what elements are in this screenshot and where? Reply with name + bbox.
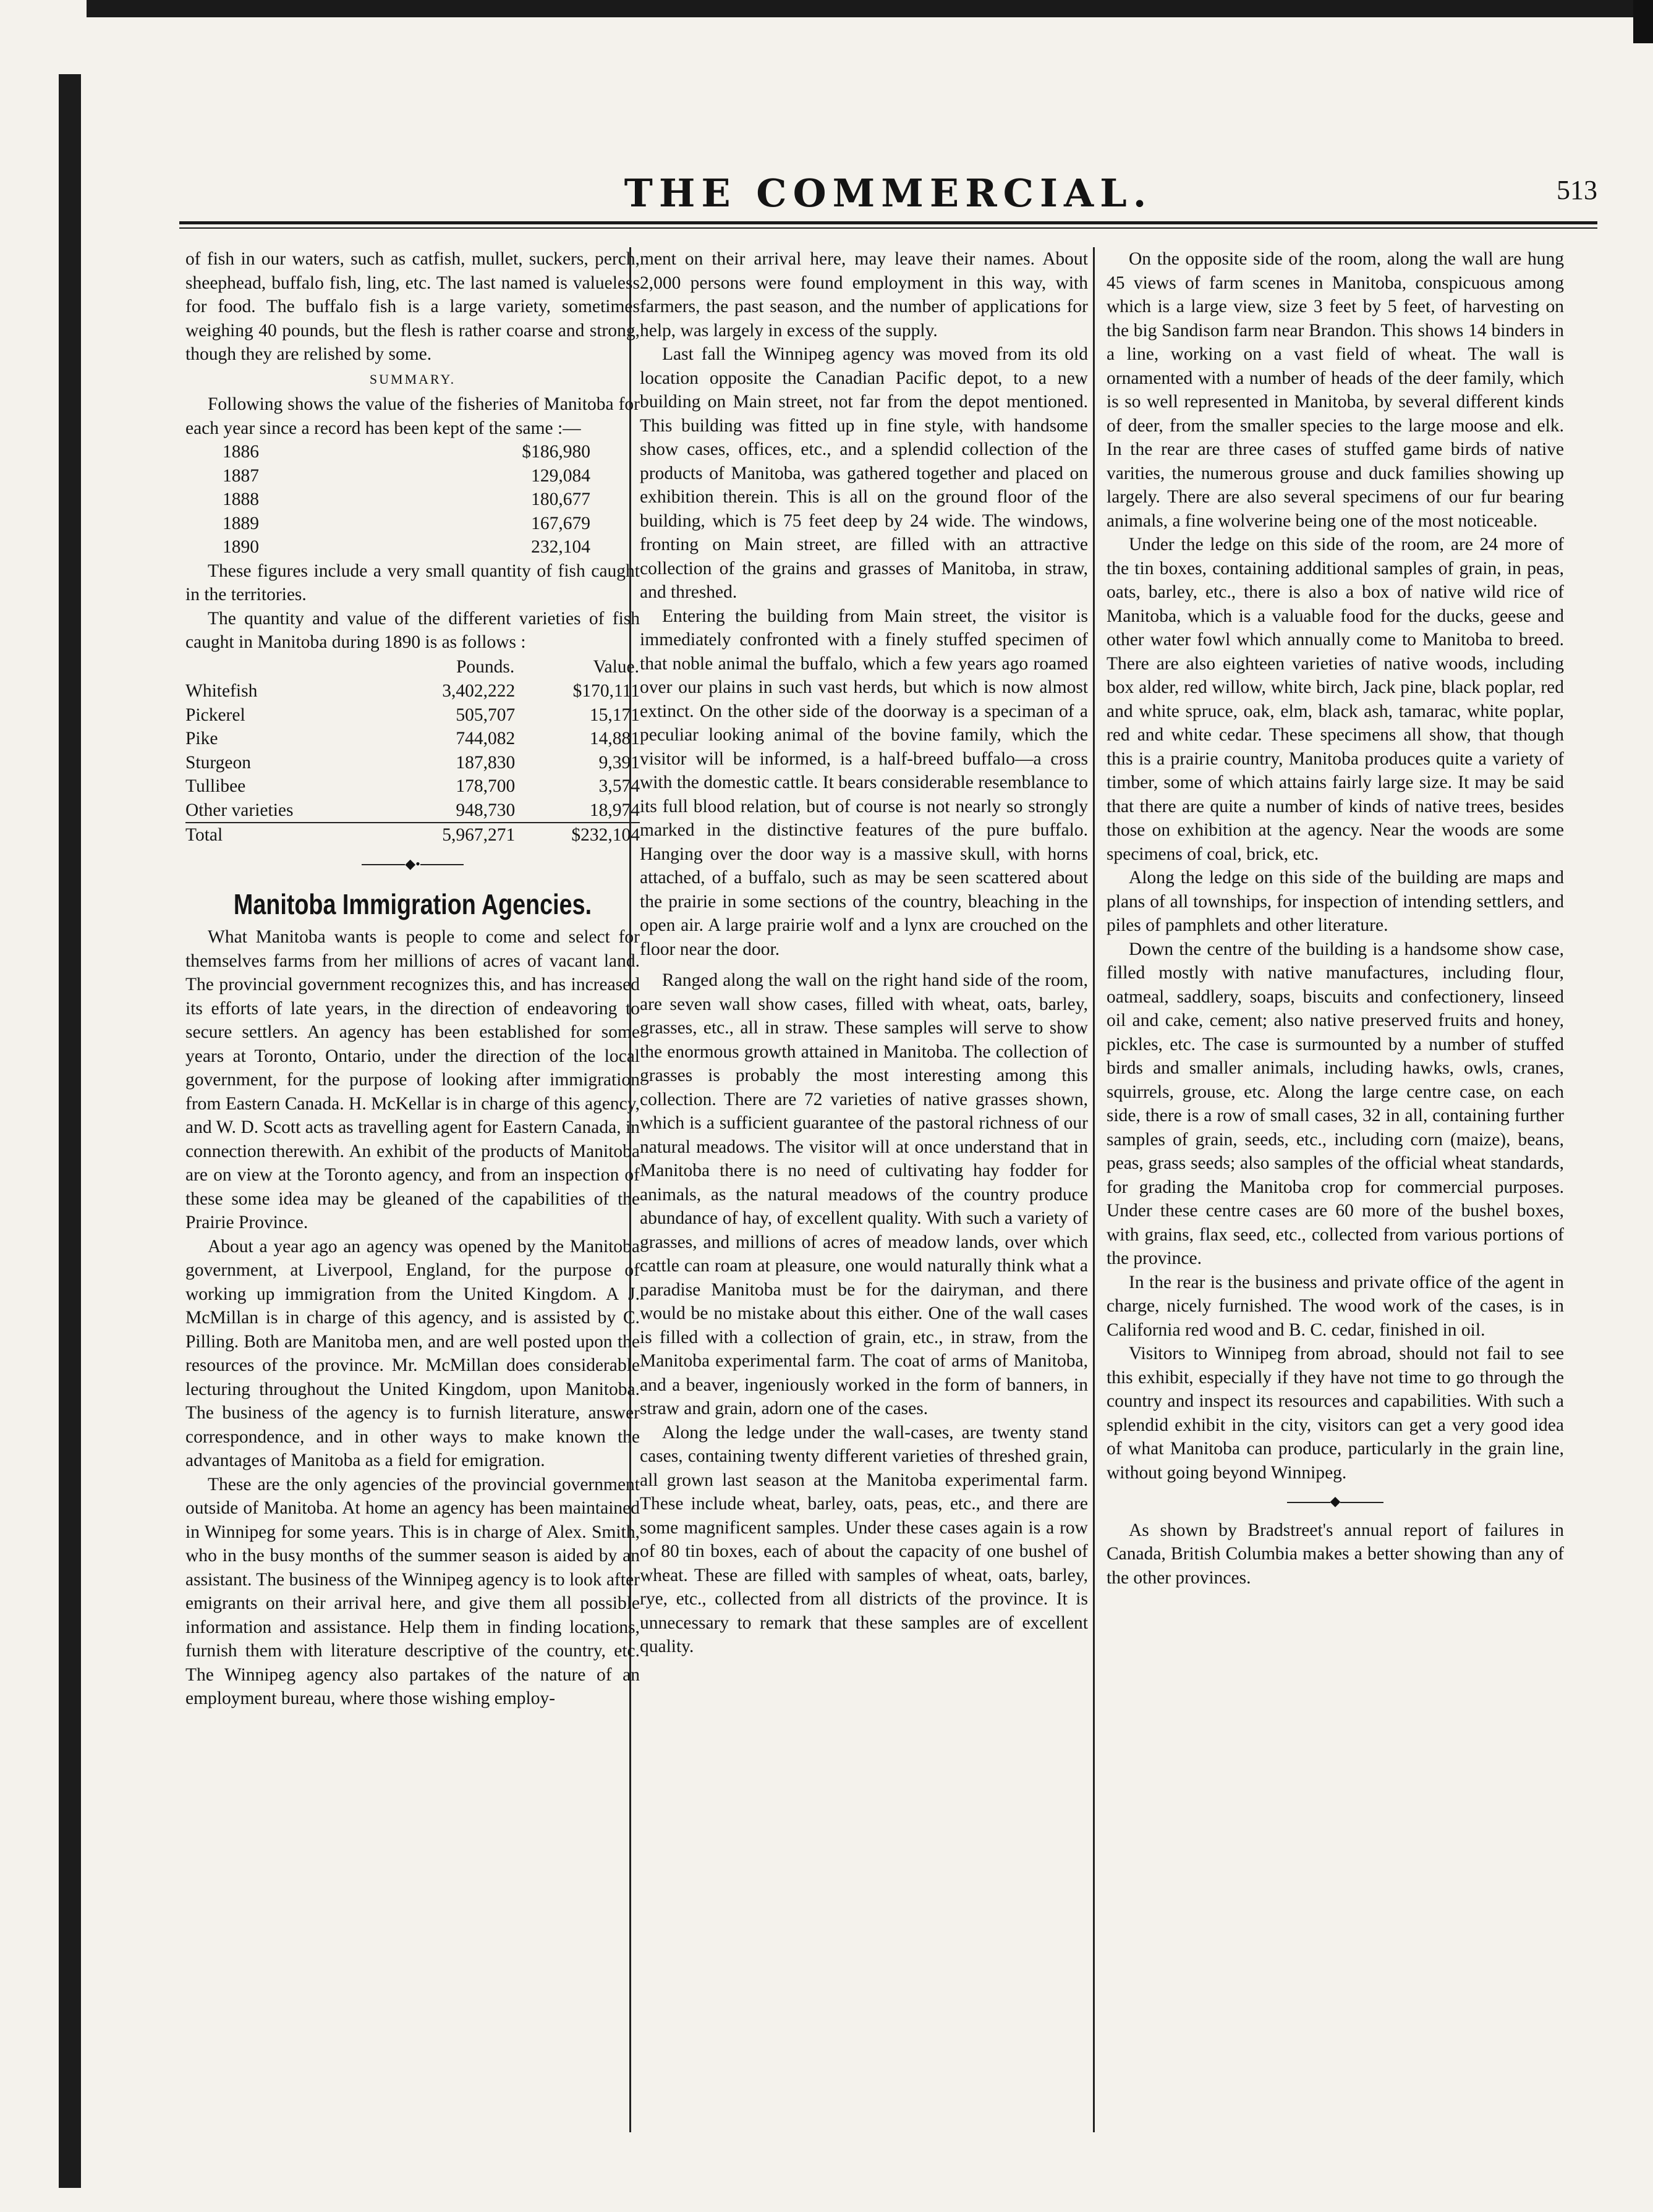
table-header-row xyxy=(185,655,640,680)
variety-cell: Pickerel xyxy=(185,705,245,725)
column-divider xyxy=(1093,247,1095,2132)
scan-border-corner xyxy=(1633,0,1653,43)
paragraph: These figures include a very small quantity of fish caught in the territories. xyxy=(185,561,640,604)
table-row xyxy=(185,703,640,727)
value-cell: 14,881 xyxy=(589,729,640,748)
total-value: $232,104 xyxy=(515,823,640,847)
paragraph: ment on their arrival here, may leave their names. About 2,000 persons were found employment in this way, with farmers, the past season, and the number of applications for help, was largely in excess of the supply. xyxy=(640,249,1088,341)
paragraph: These are the only agencies of the provincial government outside of Manitoba. At home an agency has been maintained in Winnipeg for some years. This is in charge of Alex. Smith, who in the busy months of the summer season is aided by an assistant. The business of the Winnipeg agency is to look after emigrants on their arrival here, and give them all possible information and assistance. Help them in finding locations, furnish them with literature descriptive of the country, etc. The Winnipeg agency also partakes of the nature of an employment bureau, where those wishing employ- xyxy=(185,1474,640,1708)
paragraph: The quantity and value of the different varieties of fish caught in Manitoba during 1890 is as follows : xyxy=(185,608,640,652)
pounds-cell: 948,730 xyxy=(456,800,516,820)
section-ornament: ◆ xyxy=(1107,1489,1564,1514)
total-pounds: 5,967,271 xyxy=(382,823,515,847)
value-cell: 9,391 xyxy=(598,752,640,773)
paragraph: Entering the building from Main street, the visitor is immediately confronted with a finely stuffed specimen of that noble animal the buffalo, which a few years ago roamed over our plains in such vast herds, but which is now almost extinct. On the other side of the doorway is a speciman of a peculiar looking animal of the bovine family, which the visitor will be informed, is a half-breed buffalo—a cross with the domestic cattle. It bears considerable resemblance to its full blood relation, but of course is not nearly so strongly marked in the distinctive features of the pure buffalo. Hanging over the door way is a massive skull, with horns attached, of a buffalo, such as may be seen scattered about the prairie in some sections of the country, bleaching in the open air. A large prairie wolf and a lynx are crouched on the floor near the door. xyxy=(640,606,1088,959)
value-cell: 18,974 xyxy=(589,800,640,820)
column-3 xyxy=(1107,247,1564,2182)
article-heading: Manitoba Immigration Agencies. xyxy=(233,888,592,920)
pounds-cell: 744,082 xyxy=(456,729,516,748)
variety-cell: Sturgeon xyxy=(185,752,251,773)
column-2 xyxy=(640,247,1088,2182)
header-pounds: Pounds. xyxy=(456,656,515,677)
value-cell: 129,084 xyxy=(531,465,590,486)
paragraph: Following shows the value of the fisheries of Manitoba for each year since a record has been kept of the same :— xyxy=(185,394,640,438)
table-row xyxy=(185,751,640,775)
value-cell: 180,677 xyxy=(531,489,590,509)
year-cell: 1887 xyxy=(223,465,259,486)
value-cell: $186,980 xyxy=(522,442,590,462)
paragraph: Visitors to Winnipeg from abroad, should not fail to see this exhibit, especially if they have not time to go through the country and inspect its resources and capabilities. With such a splendid exhibit in the city, visitors can get a very good idea of what Manitoba can produce, particularly in the grain line, without going beyond Winnipeg. xyxy=(1107,1344,1564,1483)
value-cell: 3,574 xyxy=(598,776,640,796)
column-1 xyxy=(185,247,640,2182)
subheading-summary: SUMMARY. xyxy=(369,371,456,387)
table-row xyxy=(185,464,640,488)
table-row xyxy=(185,679,640,703)
pounds-cell: 187,830 xyxy=(456,752,516,773)
year-cell: 1888 xyxy=(223,489,259,509)
masthead-title: THE COMMERCIAL. xyxy=(624,171,1153,216)
paragraph: As shown by Bradstreet's annual report of failures in Canada, British Columbia makes a better showing than any of the other provinces. xyxy=(1107,1520,1564,1588)
paragraph: What Manitoba wants is people to come and select for themselves farms from her millions of acres of vacant land. The provincial government recognizes this, and has increased its efforts of late years, in the direction of endeavoring to secure settlers. An agency has been established for some years at Toronto, Ontario, under the direction of the local government, for the purpose of looking after immigration from Eastern Canada. H. McKellar is in charge of this agency, and W. D. Scott acts as travelling agent for Eastern Canada, in connection therewith. An exhibit of the products of Manitoba are on view at the Toronto agency, and from an inspection of these some idea may be gleaned of the capabilities of the Prairie Province. xyxy=(185,927,640,1232)
pounds-cell: 178,700 xyxy=(456,776,516,796)
table-row xyxy=(185,512,640,536)
section-ornament: ◆• xyxy=(185,852,640,876)
paragraph: Last fall the Winnipeg agency was moved from its old location opposite the Canadian Pacific depot, to a new building on Main street, not far from the depot mentioned. This building was fitted up in fine style, with handsome show cases, offices, etc., and a splendid collection of the products of Manitoba, was gathered together and placed on exhibition therein. This is all on the ground floor of the building, which is 75 feet deep by 24 wide. The windows, fronting on Main street, are filled with an attractive collection of the grains and grasses of Manitoba, in straw, and threshed. xyxy=(640,344,1088,602)
paragraph: About a year ago an agency was opened by the Manitoba government, at Liverpool, England, for the purpose of working up immigration from the United Kingdom. A J. McMillan is in charge of this agency, and is assisted by C. Pilling. Both are Manitoba men, and are well posted upon the resources of the province. Mr. McMillan does considerable lecturing throughout the United Kingdom, upon Manitoba. The business of the agency is to furnish literature, answer correspondence, and in other ways to make known the advantages of Manitoba as a field for emigration. xyxy=(185,1236,640,1470)
paragraph: of fish in our waters, such as catfish, mullet, suckers, perch, sheephead, buffalo fish, ling, etc. The last named is valueless for food. The buffalo fish is a large variety, sometimes weighing 40 pounds, but the flesh is rather coarse and strong, though they are relished by some. xyxy=(185,249,640,364)
value-cell: 15,171 xyxy=(589,705,640,725)
total-row xyxy=(185,823,640,847)
table-row xyxy=(185,488,640,512)
variety-cell: Tullibee xyxy=(185,776,246,796)
total-label: Total xyxy=(185,823,382,847)
paragraph: Ranged along the wall on the right hand side of the room, are seven wall show cases, filled with wheat, oats, barley, grasses, etc., all in straw. These samples will serve to show the enormous growth attained in Manitoba. The collection of grasses is probably the most interesting among this collection. There are 72 varieties of native grasses shown, which is a sufficient guarantee of the pastoral richness of our natural meadows. The visitor will at once understand that in Manitoba there is no need of cultivating hay fodder for animals, as the natural meadows of the country produce abundance of hay, of excellent quality. With such a variety of grasses, and millions of acres of meadow lands, over which cattle can roam at pleasure, one would naturally think what a paradise Manitoba must be for the dairyman, and there would be no mistake about this either. One of the wall cases is filled with a collection of grain, etc., in straw, from the Manitoba experimental farm. The coat of arms of Manitoba, and a beaver, ingeniously worked in the form of banners, in straw and grain, adorn one of the cases. xyxy=(640,970,1088,1418)
year-cell: 1889 xyxy=(223,513,259,533)
year-cell: 1886 xyxy=(223,442,259,462)
value-cell: $170,111 xyxy=(572,681,640,701)
year-cell: 1890 xyxy=(223,537,259,557)
page-number: 513 xyxy=(1557,175,1597,205)
paragraph: Under the ledge on this side of the room, are 24 more of the tin boxes, containing additional samples of grain, in peas, oats, barley, etc., there is also a box of native wild rice of Manitoba, which is a valuable food for the ducks, geese and other water fowl which annually come to Manitoba to breed. There are also eighteen varieties of native woods, including box alder, red willow, white birch, Jack pine, black poplar, red and white spruce, oak, elm, black ash, tamarac, white poplar, red and white cedar. These specimens all show, that though this is a prairie country, Manitoba produces quite a variety of timber, some of which attains fairly large size. It may be said that there are quite a number of kinds of native trees, besides those on exhibition at the agency. Near the woods are some specimens of coal, brick, etc. xyxy=(1107,535,1564,864)
table-row xyxy=(185,799,640,823)
table-row xyxy=(185,535,640,559)
variety-cell: Other varieties xyxy=(185,800,294,820)
masthead-rule xyxy=(179,221,1597,224)
table-row xyxy=(185,774,640,799)
masthead-rule-thin xyxy=(179,227,1597,229)
value-cell: 232,104 xyxy=(531,537,590,557)
masthead xyxy=(179,162,1597,218)
pounds-cell: 505,707 xyxy=(456,705,516,725)
scan-border-left xyxy=(59,74,81,2188)
table-row xyxy=(185,727,640,751)
variety-cell: Pike xyxy=(185,729,218,748)
paragraph: On the opposite side of the room, along the wall are hung 45 views of farm scenes in Manitoba, conspicuous among which is a large view, size 3 feet by 5 feet, of harvesting on the big Sandison farm near Brandon. This shows 14 binders in a line, working on a vast field of wheat. The wall is ornamented with a number of heads of the deer family, which is so well represented in Manitoba, by several different kinds of deer, from the smaller species to the large moose and elk. In the rear are three cases of stuffed game birds of native varities, the numerous grouse and duck families showing up largely. There are also several specimens of our fur bearing animals, a fine wolverine being one of the most noticeable. xyxy=(1107,249,1564,531)
variety-cell: Whitefish xyxy=(185,681,258,701)
scan-border-top xyxy=(87,0,1653,17)
table-row xyxy=(185,440,640,464)
header-value: Value. xyxy=(593,656,639,677)
paragraph: In the rear is the business and private office of the agent in charge, nicely furnished. The wood work of the cases, is in California red wood and B. C. cedar, finished in oil. xyxy=(1107,1272,1564,1340)
paragraph: Down the centre of the building is a handsome show case, filled mostly with native manufactures, including flour, oatmeal, saddlery, soaps, biscuits and confectionery, linseed oil and cake, cement; also native preserved fruits and honey, pickles, etc. The case is surmounted by a number of stuffed birds and smaller animals, including hawks, owls, cranes, squirrels, grouse, etc. Along the large centre case, on each side, there is a row of small cases, 32 in all, containing further samples of grain, seeds, etc., including corn (maize), beans, peas, grass seeds; also samples of the official wheat standards, for grading the Manitoba crop for commercial purposes. Under these centre cases are 60 more of the bushel boxes, with grains, flax seed, etc., collected from various portions of the province. xyxy=(1107,939,1564,1268)
yearly-value-table xyxy=(185,440,640,559)
paragraph: Along the ledge on this side of the building are maps and plans of all townships, for inspection of intending settlers, and piles of pamphlets and other literature. xyxy=(1107,868,1564,935)
value-cell: 167,679 xyxy=(531,513,590,533)
pounds-cell: 3,402,222 xyxy=(442,681,516,701)
fish-varieties-table xyxy=(185,655,640,847)
paragraph: Along the ledge under the wall-cases, are twenty stand cases, containing twenty different varieties of threshed grain, all grown last season at the Manitoba experimental farm. These include wheat, barley, oats, peas, etc., and there are some magnificent samples. Under these cases again is a row of 80 tin boxes, each of about the capacity of one bushel of wheat. These are filled with samples of wheat, oats, barley, rye, etc., collected from all districts of the province. It is unnecessary to remark that these samples are of excellent quality. xyxy=(640,1422,1088,1656)
